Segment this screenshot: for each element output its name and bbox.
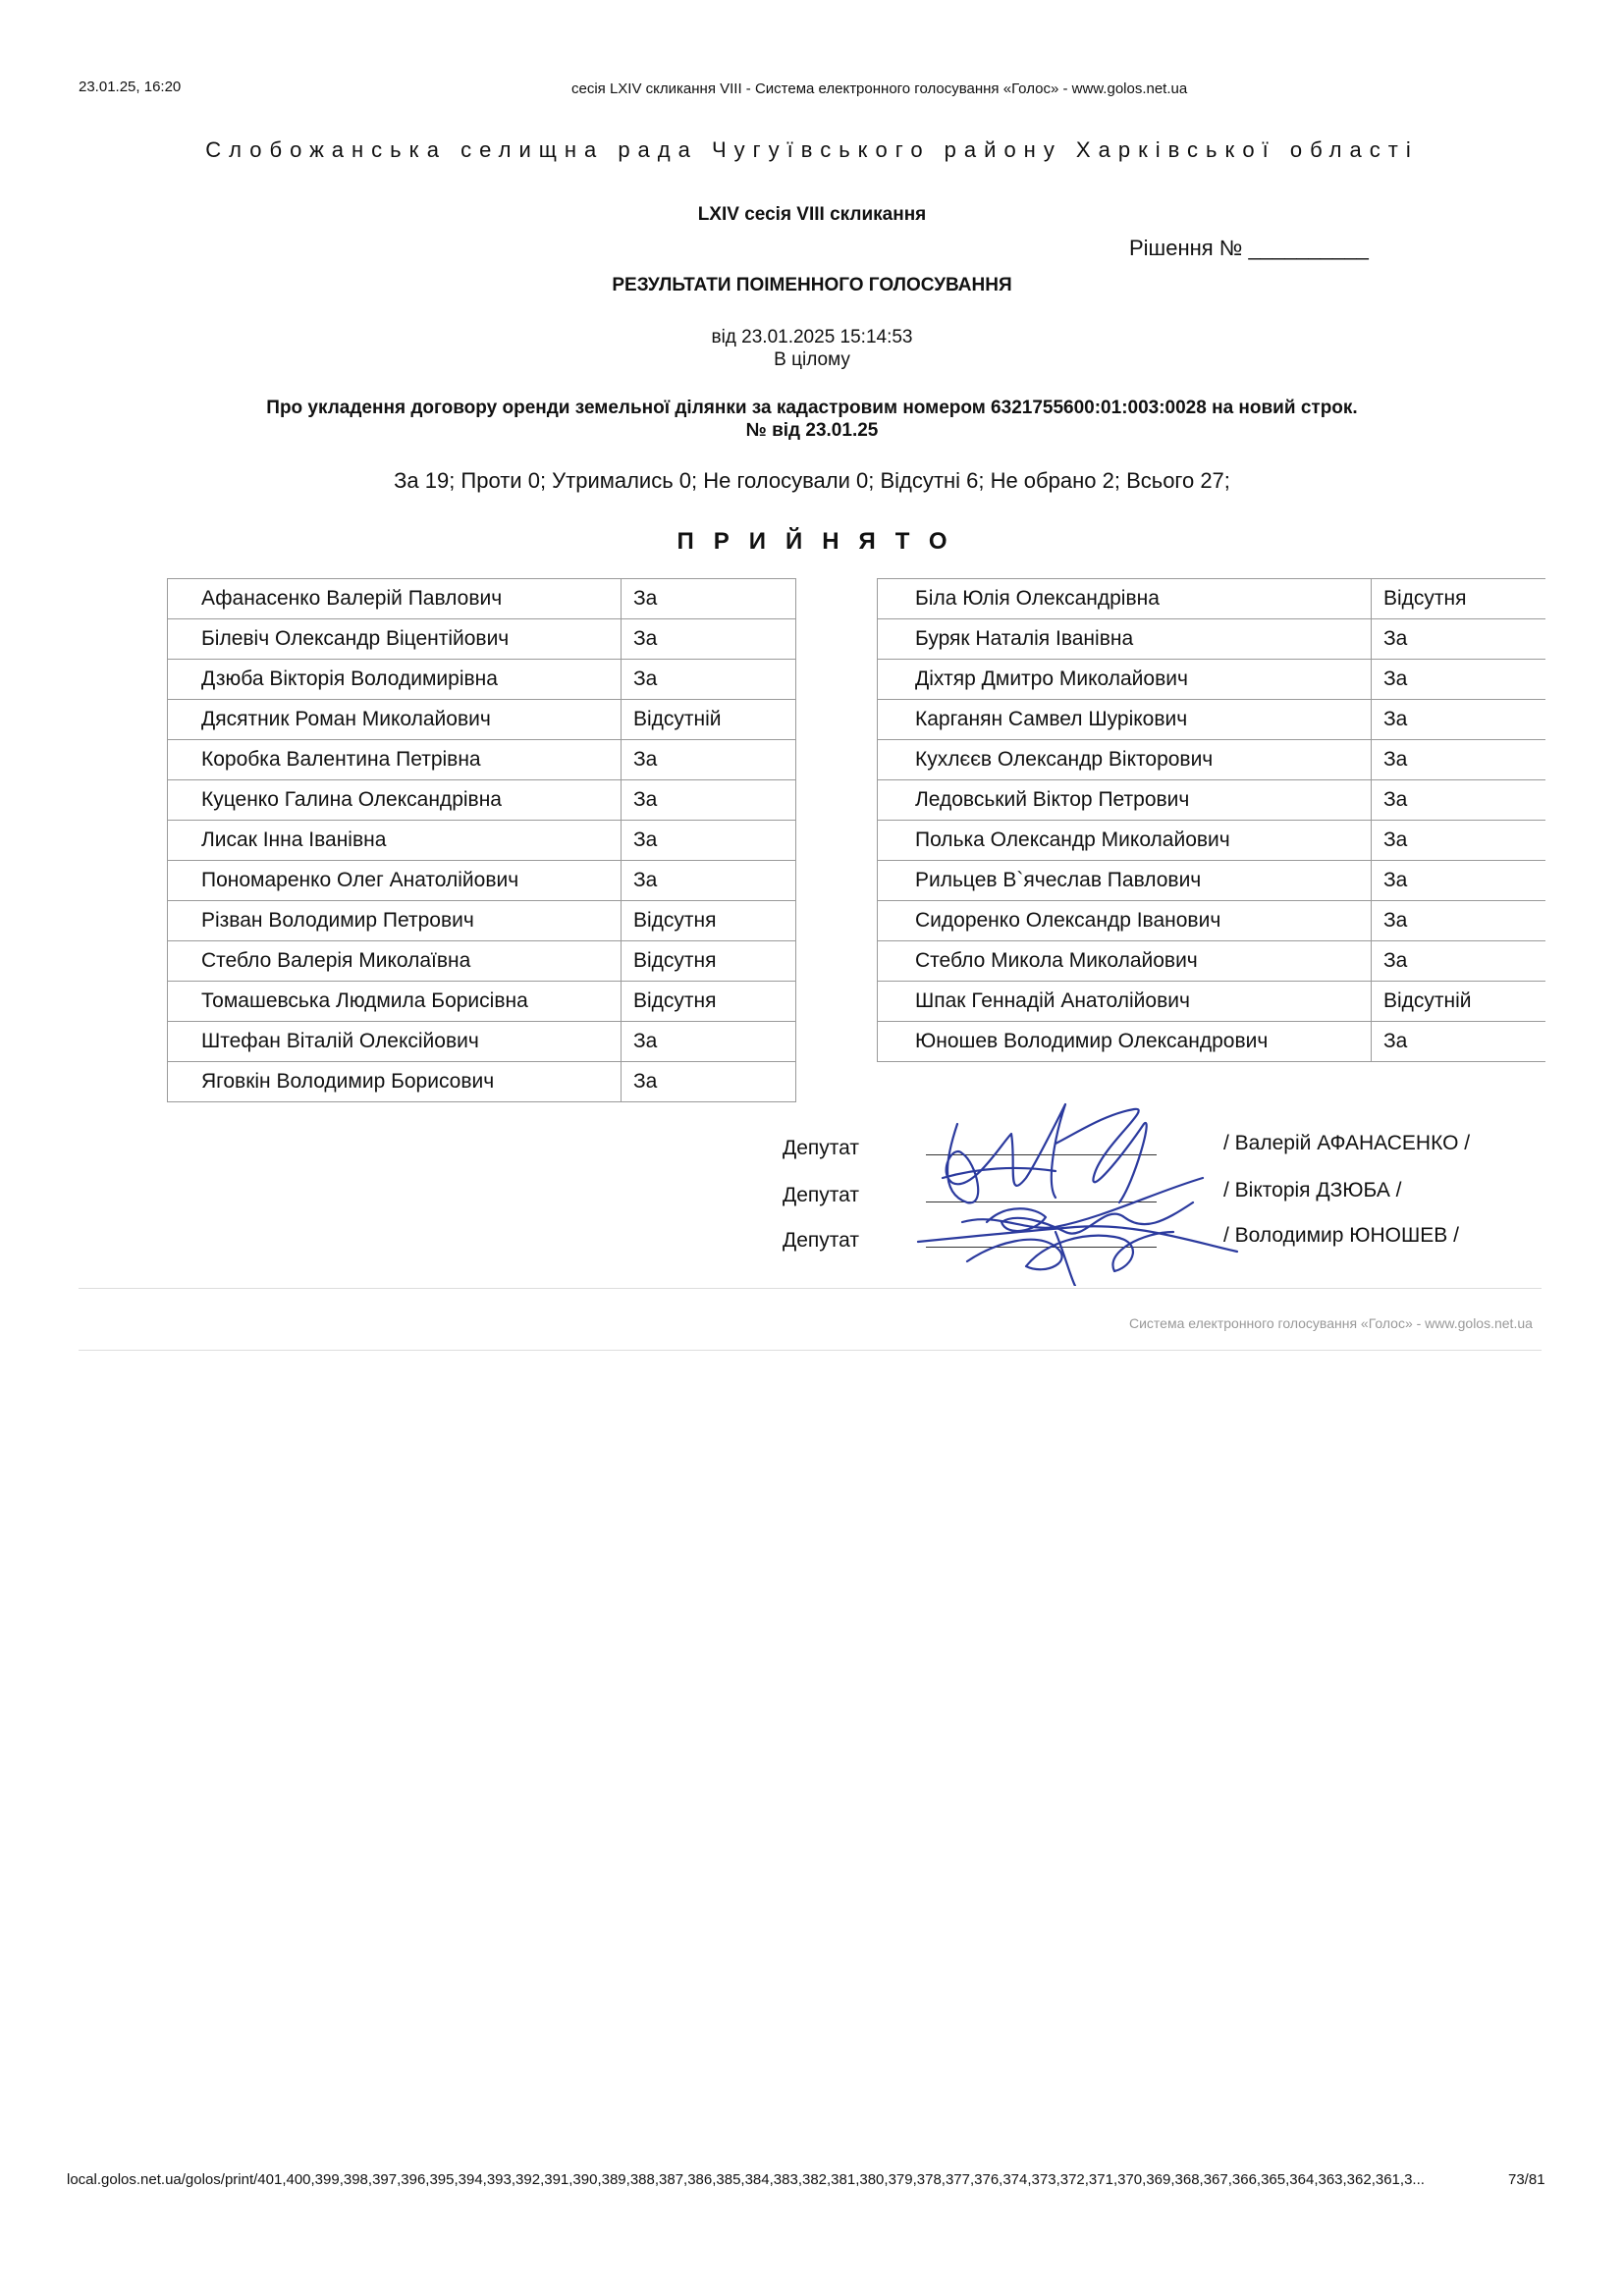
signature-name-1: / Валерій АФАНАСЕНКО / bbox=[1223, 1132, 1471, 1154]
vote-left-row bbox=[168, 780, 796, 821]
deputy-vote: За bbox=[622, 660, 796, 700]
deputy-vote: За bbox=[1372, 901, 1545, 941]
deputy-vote: Відсутній bbox=[622, 700, 796, 740]
deputy-vote: Відсутній bbox=[1372, 982, 1545, 1022]
vote-left-row bbox=[168, 982, 796, 1022]
vote-right-row bbox=[878, 821, 1545, 861]
vote-right-row bbox=[878, 619, 1545, 660]
vote-left-row bbox=[168, 941, 796, 982]
footer-separator-bottom bbox=[79, 1350, 1542, 1351]
handwritten-signatures bbox=[908, 1085, 1242, 1286]
deputy-vote: За bbox=[622, 780, 796, 821]
deputy-vote: За bbox=[1372, 740, 1545, 780]
vote-right-row bbox=[878, 941, 1545, 982]
deputy-vote: Відсутня bbox=[622, 941, 796, 982]
deputy-name: Рильцев В`ячеслав Павлович bbox=[878, 861, 1372, 901]
session-title: LXIV сесія VIII скликання bbox=[697, 204, 927, 225]
deputy-name: Лисак Інна Іванівна bbox=[168, 821, 622, 861]
vote-totals: За 19; Проти 0; Утримались 0; Не голосували 0; Відсутні 6; Не обрано 2; Всього 27; bbox=[394, 468, 1230, 493]
deputy-vote: Відсутня bbox=[1372, 579, 1545, 619]
print-header-title: сесія LXIV скликання VIII - Система електронного голосування «Голос» - www.golos.net.ua bbox=[571, 80, 1188, 97]
deputy-name: Стебло Валерія Миколаївна bbox=[168, 941, 622, 982]
deputy-vote: За bbox=[1372, 780, 1545, 821]
vote-right-row bbox=[878, 740, 1545, 780]
deputy-name: Дясятник Роман Миколайович bbox=[168, 700, 622, 740]
vote-right-row bbox=[878, 660, 1545, 700]
vote-left-row bbox=[168, 740, 796, 780]
vote-left-row bbox=[168, 1022, 796, 1062]
vote-left-row bbox=[168, 700, 796, 740]
vote-right-row bbox=[878, 579, 1545, 619]
deputy-vote: За bbox=[622, 740, 796, 780]
deputy-name: Юношев Володимир Олександрович bbox=[878, 1022, 1372, 1062]
deputy-name: Біла Юлія Олександрівна bbox=[878, 579, 1372, 619]
deputy-name: Білевіч Олександр Віцентійович bbox=[168, 619, 622, 660]
votes-table-left bbox=[167, 578, 796, 1102]
deputy-vote: Відсутня bbox=[622, 901, 796, 941]
print-datetime: 23.01.25, 16:20 bbox=[79, 79, 182, 95]
footer-system-text: Система електронного голосування «Голос» - www.golos.net.ua bbox=[1129, 1315, 1533, 1331]
vote-right-row bbox=[878, 700, 1545, 740]
vote-left-row bbox=[168, 821, 796, 861]
deputy-name: Карганян Самвел Шурікович bbox=[878, 700, 1372, 740]
vote-right-row bbox=[878, 982, 1545, 1022]
footer-separator-top bbox=[79, 1288, 1542, 1289]
deputy-vote: За bbox=[1372, 821, 1545, 861]
deputy-vote: За bbox=[1372, 700, 1545, 740]
deputy-name: Полька Олександр Миколайович bbox=[878, 821, 1372, 861]
deputy-vote: За bbox=[622, 579, 796, 619]
vote-right-row bbox=[878, 861, 1545, 901]
votes-table-right bbox=[877, 578, 1545, 1062]
deputy-vote: За bbox=[1372, 861, 1545, 901]
deputy-name: Сидоренко Олександр Іванович bbox=[878, 901, 1372, 941]
deputy-vote: Відсутня bbox=[622, 982, 796, 1022]
deputy-name: Ледовський Віктор Петрович bbox=[878, 780, 1372, 821]
vote-date: від 23.01.2025 15:14:53 bbox=[711, 327, 913, 347]
page-number: 73/81 bbox=[1508, 2171, 1545, 2188]
deputy-vote: За bbox=[622, 861, 796, 901]
deputy-name: Коробка Валентина Петрівна bbox=[168, 740, 622, 780]
deputy-name: Різван Володимир Петрович bbox=[168, 901, 622, 941]
vote-right-row bbox=[878, 1022, 1545, 1062]
deputy-name: Афанасенко Валерій Павлович bbox=[168, 579, 622, 619]
vote-left-row bbox=[168, 861, 796, 901]
vote-left-row bbox=[168, 901, 796, 941]
print-url: local.golos.net.ua/golos/print/401,400,399,398,397,396,395,394,393,392,391,390,389,388,387,386,385,384,383,382,381,380,379,378,377,376,374,373,372,371,370,369,368,367,366,365,364,363,362,361,3... bbox=[67, 2171, 1425, 2188]
vote-right-row bbox=[878, 901, 1545, 941]
vote-right-row bbox=[878, 780, 1545, 821]
deputy-name: Кухлєєв Олександр Вікторович bbox=[878, 740, 1372, 780]
vote-left-row bbox=[168, 619, 796, 660]
council-name: Слобожанська селищна рада Чугуївського району Харківської області bbox=[205, 137, 1419, 162]
deputy-vote: За bbox=[1372, 941, 1545, 982]
deputy-name: Стебло Микола Миколайович bbox=[878, 941, 1372, 982]
deputy-name: Діхтяр Дмитро Миколайович bbox=[878, 660, 1372, 700]
vote-left-row bbox=[168, 660, 796, 700]
deputy-name: Пономаренко Олег Анатолійович bbox=[168, 861, 622, 901]
results-title: РЕЗУЛЬТАТИ ПОІМЕННОГО ГОЛОСУВАННЯ bbox=[612, 275, 1012, 295]
signature-name-2: / Вікторія ДЗЮБА / bbox=[1223, 1179, 1402, 1201]
subject-line: Про укладення договору оренди земельної ділянки за кадастровим номером 6321755600:01:003:0028 на новий строк. bbox=[266, 398, 1358, 418]
deputy-vote: За bbox=[1372, 619, 1545, 660]
deputy-name: Томашевська Людмила Борисівна bbox=[168, 982, 622, 1022]
signature-name-3: / Володимир ЮНОШЕВ / bbox=[1223, 1224, 1459, 1247]
signature-role-1: Депутат bbox=[783, 1137, 859, 1159]
vote-left-row bbox=[168, 579, 796, 619]
vote-outcome: ПРИЙНЯТО bbox=[677, 528, 967, 555]
vote-left-row bbox=[168, 1062, 796, 1102]
deputy-name: Яговкін Володимир Борисович bbox=[168, 1062, 622, 1102]
signature-role-3: Депутат bbox=[783, 1229, 859, 1252]
deputy-name: Буряк Наталія Іванівна bbox=[878, 619, 1372, 660]
deputy-name: Штефан Віталій Олексійович bbox=[168, 1022, 622, 1062]
deputy-vote: За bbox=[1372, 1022, 1545, 1062]
signature-role-2: Депутат bbox=[783, 1184, 859, 1206]
vote-scope: В цілому bbox=[774, 349, 850, 370]
deputy-name: Куценко Галина Олександрівна bbox=[168, 780, 622, 821]
deputy-vote: За bbox=[622, 1022, 796, 1062]
deputy-name: Дзюба Вікторія Володимирівна bbox=[168, 660, 622, 700]
decision-number: Рішення № __________ bbox=[1129, 236, 1369, 260]
deputy-vote: За bbox=[622, 1062, 796, 1102]
deputy-vote: За bbox=[622, 619, 796, 660]
subject-number: № від 23.01.25 bbox=[745, 420, 879, 441]
deputy-vote: За bbox=[1372, 660, 1545, 700]
deputy-vote: За bbox=[622, 821, 796, 861]
deputy-name: Шпак Геннадій Анатолійович bbox=[878, 982, 1372, 1022]
